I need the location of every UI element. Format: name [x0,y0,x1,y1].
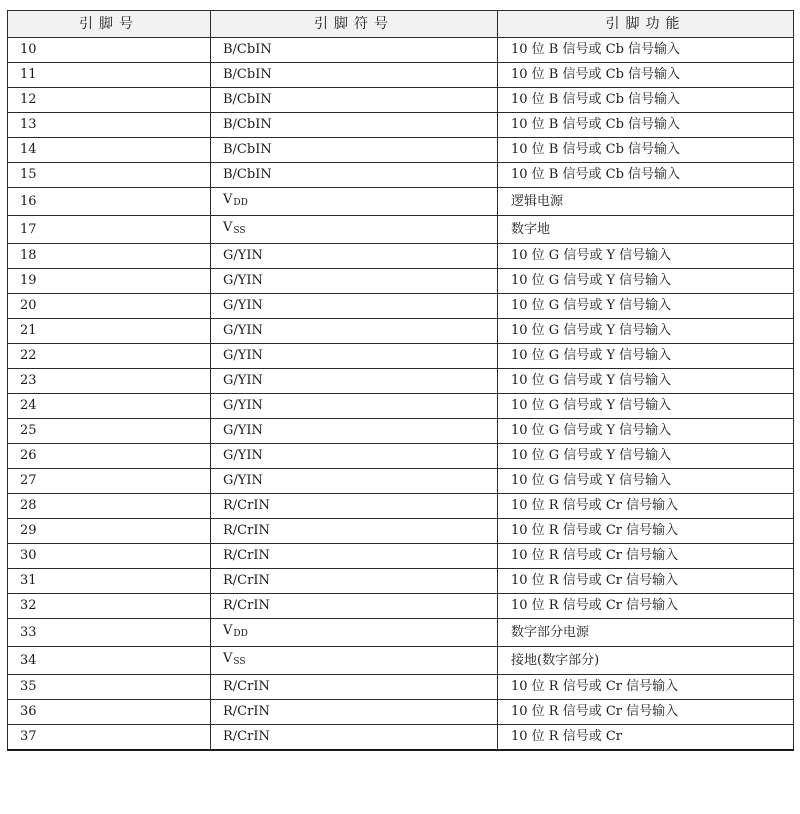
pin-symbol-cell [211,369,498,394]
pin-symbol-text: G/YIN [223,373,263,388]
pin-number-cell: 21 [8,319,211,344]
table-row [8,469,794,494]
pin-symbol-text: R/CrIN [223,598,270,613]
pin-function-cell: 10 位 R 信号或 Cr 信号输入 [498,519,794,544]
pin-symbol-text: G/YIN [223,473,263,488]
pin-number-cell: 14 [8,138,211,163]
header-pin-number: 引脚号 [8,11,211,38]
table-row [8,519,794,544]
pin-symbol-text: R/CrIN [223,679,270,694]
table-row [8,725,794,751]
pin-function-cell: 逻辑电源 [498,188,794,216]
pin-symbol-cell [211,544,498,569]
pin-symbol-subscript: SS [233,226,246,236]
pin-symbol-cell [211,469,498,494]
pin-function-cell: 10 位 R 信号或 Cr 信号输入 [498,494,794,519]
table-row [8,569,794,594]
pin-symbol-cell [211,294,498,319]
pin-symbol-cell [211,519,498,544]
pin-table [7,10,794,751]
pin-number-cell: 32 [8,594,211,619]
pin-function-cell: 10 位 G 信号或 Y 信号输入 [498,394,794,419]
pin-function-cell: 10 位 G 信号或 Y 信号输入 [498,469,794,494]
pin-symbol-cell [211,675,498,700]
pin-function-cell: 10 位 G 信号或 Y 信号输入 [498,294,794,319]
pin-number-cell: 16 [8,188,211,216]
header-pin-function: 引脚功能 [498,11,794,38]
pin-function-cell: 数字部分电源 [498,619,794,647]
pin-symbol-cell [211,38,498,63]
pin-symbol-cell [211,394,498,419]
pin-symbol-text: B/CbIN [223,142,272,157]
pin-symbol-cell [211,216,498,244]
pin-function-cell: 10 位 B 信号或 Cb 信号输入 [498,138,794,163]
pin-function-cell: 10 位 R 信号或 Cr 信号输入 [498,569,794,594]
pin-symbol-text: G/YIN [223,248,263,263]
pin-number-cell: 25 [8,419,211,444]
table-row [8,700,794,725]
pin-symbol-text: B/CbIN [223,117,272,132]
table-row [8,494,794,519]
table-row [8,88,794,113]
pin-symbol-cell [211,444,498,469]
pin-symbol-cell [211,319,498,344]
table-row [8,319,794,344]
pin-symbol-text: R/CrIN [223,704,270,719]
pin-symbol-text: G/YIN [223,348,263,363]
pin-number-cell: 24 [8,394,211,419]
pin-symbol-text: B/CbIN [223,67,272,82]
table-row [8,138,794,163]
pin-symbol-text: R/CrIN [223,573,270,588]
pin-symbol-cell [211,63,498,88]
pin-symbol-text: G/YIN [223,448,263,463]
table-row [8,344,794,369]
table-row [8,394,794,419]
pin-symbol-text: G/YIN [223,273,263,288]
pin-number-cell: 20 [8,294,211,319]
pin-symbol-text: G/YIN [223,423,263,438]
pin-function-cell: 10 位 G 信号或 Y 信号输入 [498,444,794,469]
table-row [8,244,794,269]
pin-symbol-text: G/YIN [223,323,263,338]
pin-function-cell: 10 位 G 信号或 Y 信号输入 [498,269,794,294]
pin-function-cell: 10 位 G 信号或 Y 信号输入 [498,344,794,369]
pin-number-cell: 22 [8,344,211,369]
pin-symbol-text: B/CbIN [223,42,272,57]
pin-symbol-text: R/CrIN [223,548,270,563]
table-body [8,38,794,751]
table-row [8,594,794,619]
pin-symbol-text: G/YIN [223,298,263,313]
pin-symbol-text: V [223,192,233,207]
pin-function-cell: 数字地 [498,216,794,244]
pin-symbol-cell [211,569,498,594]
pin-number-cell: 10 [8,38,211,63]
table-row [8,188,794,216]
pin-symbol-text: R/CrIN [223,729,270,744]
pin-number-cell: 18 [8,244,211,269]
pin-function-cell: 10 位 G 信号或 Y 信号输入 [498,369,794,394]
table-row [8,216,794,244]
pin-function-cell: 10 位 B 信号或 Cb 信号输入 [498,63,794,88]
pin-function-cell: 10 位 R 信号或 Cr 信号输入 [498,675,794,700]
pin-number-cell: 35 [8,675,211,700]
pin-symbol-text: V [223,651,233,666]
pin-function-cell: 10 位 G 信号或 Y 信号输入 [498,244,794,269]
pin-symbol-subscript: DD [233,629,248,639]
pin-symbol-text: V [223,220,233,235]
table-row [8,38,794,63]
pin-function-cell: 10 位 G 信号或 Y 信号输入 [498,419,794,444]
header-pin-symbol: 引脚符号 [211,11,498,38]
pin-number-cell: 36 [8,700,211,725]
pin-function-cell: 10 位 G 信号或 Y 信号输入 [498,319,794,344]
pin-number-cell: 37 [8,725,211,751]
pin-number-cell: 26 [8,444,211,469]
table-row [8,294,794,319]
pin-symbol-subscript: SS [233,657,246,667]
pin-symbol-text: R/CrIN [223,523,270,538]
pin-number-cell: 27 [8,469,211,494]
pin-function-cell: 10 位 B 信号或 Cb 信号输入 [498,163,794,188]
pin-symbol-cell [211,244,498,269]
table-row [8,675,794,700]
pin-symbol-cell [211,188,498,216]
pin-function-cell: 接地(数字部分) [498,647,794,675]
pin-function-cell: 10 位 R 信号或 Cr [498,725,794,751]
pin-symbol-text: B/CbIN [223,167,272,182]
pin-number-cell: 23 [8,369,211,394]
pin-number-cell: 29 [8,519,211,544]
header-row [8,11,794,38]
pin-symbol-subscript: DD [233,198,248,208]
pin-symbol-cell [211,494,498,519]
table-row [8,419,794,444]
pin-number-cell: 19 [8,269,211,294]
pin-symbol-cell [211,163,498,188]
pin-symbol-cell [211,269,498,294]
pin-number-cell: 11 [8,63,211,88]
pin-function-cell: 10 位 B 信号或 Cb 信号输入 [498,113,794,138]
table-row [8,63,794,88]
table-header [8,11,794,38]
pin-function-cell: 10 位 R 信号或 Cr 信号输入 [498,700,794,725]
pin-number-cell: 12 [8,88,211,113]
table-row [8,113,794,138]
pin-symbol-text: V [223,623,233,638]
pin-function-cell: 10 位 R 信号或 Cr 信号输入 [498,544,794,569]
pin-symbol-cell [211,419,498,444]
pin-symbol-cell [211,725,498,751]
pin-number-cell: 31 [8,569,211,594]
pin-function-cell: 10 位 B 信号或 Cb 信号输入 [498,88,794,113]
pin-symbol-cell [211,113,498,138]
table-row [8,444,794,469]
pin-number-cell: 17 [8,216,211,244]
pin-number-cell: 28 [8,494,211,519]
pin-symbol-cell [211,344,498,369]
table-row [8,269,794,294]
pin-symbol-cell [211,138,498,163]
pin-symbol-cell [211,700,498,725]
pin-number-cell: 33 [8,619,211,647]
table-row [8,163,794,188]
table-row [8,544,794,569]
pin-symbol-cell [211,88,498,113]
pin-number-cell: 34 [8,647,211,675]
pin-symbol-cell [211,619,498,647]
pin-number-cell: 30 [8,544,211,569]
pin-number-cell: 13 [8,113,211,138]
pin-function-cell: 10 位 B 信号或 Cb 信号输入 [498,38,794,63]
pin-function-cell: 10 位 R 信号或 Cr 信号输入 [498,594,794,619]
table-row [8,619,794,647]
table-row [8,647,794,675]
table-row [8,369,794,394]
pin-symbol-text: G/YIN [223,398,263,413]
pin-symbol-cell [211,594,498,619]
pin-symbol-text: R/CrIN [223,498,270,513]
pin-symbol-text: B/CbIN [223,92,272,107]
pin-symbol-cell [211,647,498,675]
pin-number-cell: 15 [8,163,211,188]
